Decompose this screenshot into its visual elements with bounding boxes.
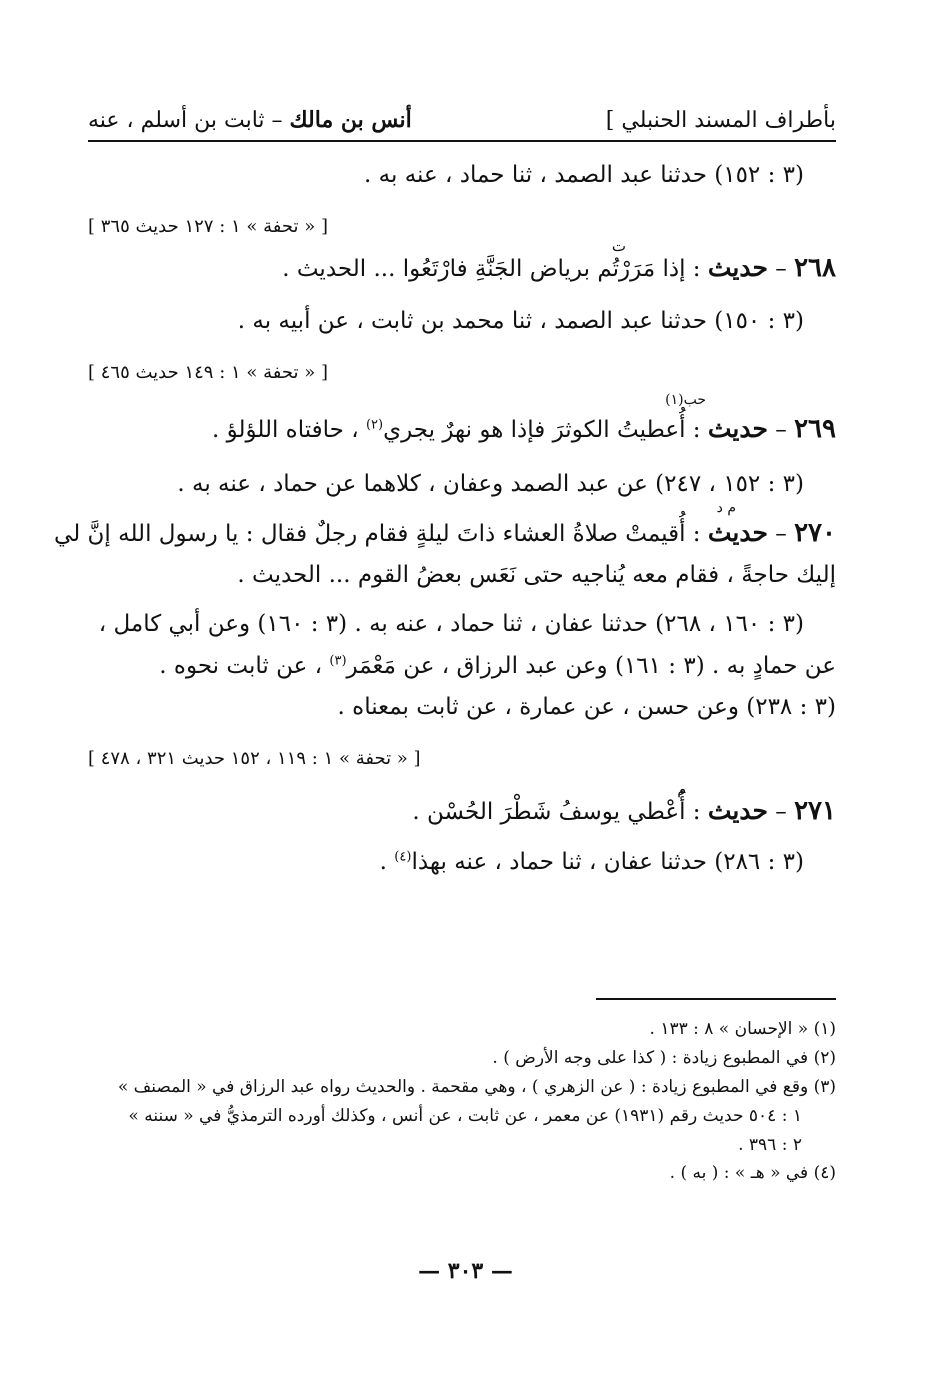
hadith-number: ٢٧٠	[794, 518, 836, 549]
hadith-number: ٢٦٨	[794, 253, 836, 284]
hadith-word: حديث	[707, 253, 768, 283]
footnotes	[88, 1015, 836, 1188]
page-number: — ٣٠٣ —	[418, 1258, 513, 1284]
footnote-3: (٣) وقع في المطبوع زيادة : ( عن الزهري ) ، وهي مقحمة . والحديث رواه عبد الرزاق في « المصنف »	[117, 1076, 836, 1097]
chain-line: (٣ : ٢٣٨) وعن حسن ، عن عمارة ، عن ثابت بمعناه .	[337, 694, 836, 721]
hadith-text-end: ، حافتاه اللؤلؤ .	[211, 416, 366, 443]
header-chapter	[88, 107, 412, 133]
chain-line: (٣ : ١٥٢) حدثنا عبد الصمد ، ثنا حماد ، عنه به .	[364, 162, 804, 188]
hadith-text: : أُقيمتْ صلاةُ العشاء ذاتَ ليلةٍ فقام رجلٌ فقال : يا رسول الله إنَّ لي	[54, 521, 701, 548]
hadith-word: حديث	[707, 413, 768, 443]
hadith-text-continued: إليك حاجةً ، فقام معه يُناجيه حتى نَعَس بعضُ القوم ... الحديث .	[237, 561, 836, 588]
hadith-268: ت ٢٦٨ – حديث : إذا مَرَرْتُم برياض الجَنَّةِ فارْتَعُوا ... الحديث .	[282, 237, 836, 284]
hadith-270: م د ٢٧٠ – حديث : أُقيمتْ صلاةُ العشاء ذاتَ ليلةٍ فقام رجلٌ فقال : يا رسول الله إنَّ لي	[54, 500, 836, 549]
hadith-269: حب(١) ٢٦٩ – حديث : أُعطيتُ الكوثرَ فإذا هو نهرٌ يجري$^{(٢)}$ ، حافتاه اللؤلؤ .	[211, 391, 836, 444]
footnote-2: (٢) في المطبوع زيادة : ( كذا على وجه الأرض ) .	[492, 1047, 836, 1068]
footnote-marker: (٢)	[365, 416, 384, 432]
main-text	[54, 150, 836, 876]
hadith-text: : إذا مَرَرْتُم برياض الجَنَّةِ فارْتَعُوا ... الحديث .	[282, 256, 701, 283]
footnote-4: (٤) في « هـ » : ( به ) .	[669, 1163, 836, 1184]
hadith-text: : أُعْطي يوسفُ شَطْرَ الحُسْن .	[412, 798, 701, 825]
hadith-number: ٢٧١	[794, 795, 836, 826]
hadith-text: : أُعطيتُ الكوثرَ فإذا هو نهرٌ يجري	[383, 416, 701, 443]
running-header	[88, 100, 836, 140]
footnote-marker: (٣)	[329, 653, 347, 669]
tuhfa-reference: [ « تحفة » ١ : ١٤٩ حديث ٤٦٥ ]	[88, 361, 328, 383]
hadith-word: حديث	[707, 518, 768, 548]
chain-line: (٣ : ١٥٠) حدثنا عبد الصمد ، ثنا محمد بن ثابت ، عن أبيه به .	[237, 308, 804, 335]
chain-line: (٣ : ١٦٠ ، ٢٦٨) حدثنا عفان ، ثنا حماد ، عنه به . (٣ : ١٦٠) وعن أبي كامل ،	[98, 611, 804, 638]
header-book-title: بأطراف المسند الحنبلي ]	[605, 107, 836, 133]
tuhfa-reference: [ « تحفة » ١ : ١٢٧ حديث ٣٦٥ ]	[88, 215, 328, 237]
footnote-rule	[596, 998, 836, 1000]
chain-line: (٣ : ٢٨٦) حدثنا عفان ، ثنا حماد ، عنه بهذا$^{(٤)}$ .	[379, 848, 804, 875]
hadith-word: حديث	[707, 795, 768, 825]
tuhfa-reference: [ « تحفة » ١ : ١١٩ ، ١٥٢ حديث ٣٢١ ، ٤٧٨ ]	[88, 747, 421, 769]
footnote-3-continued: ٢ : ٣٩٦ .	[738, 1134, 802, 1155]
hadith-271: م ٢٧١ – حديث : أُعْطي يوسفُ شَطْرَ الحُسْن .	[412, 781, 836, 826]
hadith-number: ٢٦٩	[794, 413, 836, 444]
chain-line: (٣ : ١٥٢ ، ٢٤٧) عن عبد الصمد وعفان ، كلاهما عن حماد ، عنه به .	[177, 470, 804, 497]
footnote-marker: (٤)	[394, 849, 412, 865]
header-rule	[88, 140, 836, 142]
header-chain: – ثابت بن أسلم ، عنه	[88, 108, 290, 133]
chain-line: عن حمادٍ به . (٣ : ١٦١) وعن عبد الرزاق ، عن مَعْمَر$^{(٣)}$ ، عن ثابت نحوه .	[159, 652, 836, 679]
source-symbol: م	[677, 781, 686, 798]
source-symbol: حب(١)	[665, 391, 706, 408]
header-narrator: أنس بن مالك	[289, 107, 412, 133]
source-symbol: م د	[716, 500, 736, 517]
footnote-1: (١) « الإحسان » ٨ : ١٣٣ .	[649, 1019, 836, 1039]
source-symbol: ت	[611, 237, 626, 256]
footnote-3-continued: ١ : ٥٠٤ حديث رقم (١٩٣١) عن معمر ، عن ثابت ، عن أنس ، وكذلك أورده الترمذيُّ في « سننه »	[128, 1105, 802, 1126]
